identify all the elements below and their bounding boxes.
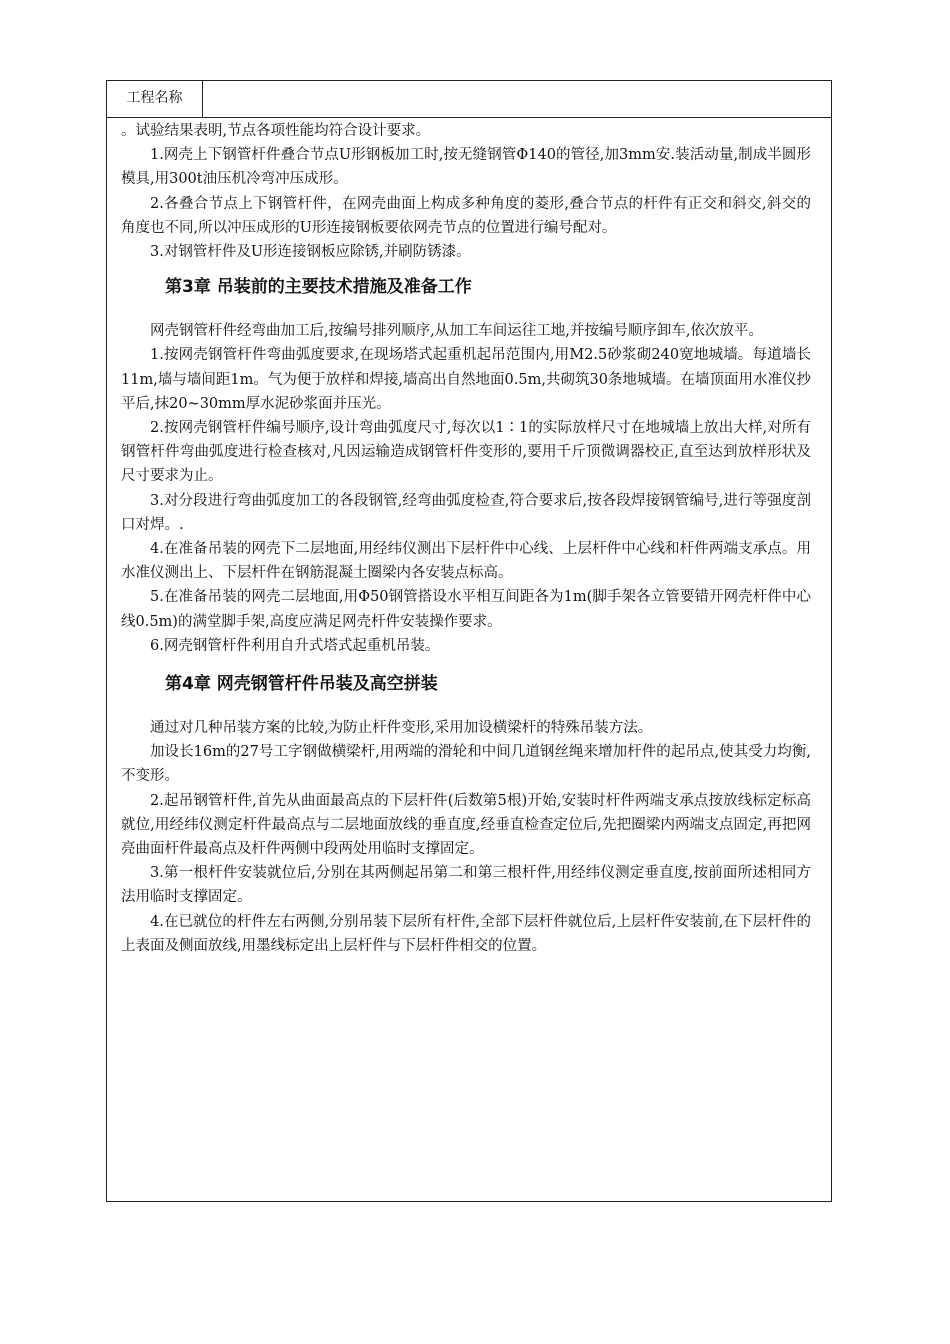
chapter-4-paragraph: 4.在已就位的杆件左右两侧,分别吊装下层所有杆件,全部下层杆件就位后,上层杆件安装前,在下层杆件的上表面及侧面放线,用墨线标定出上层杆件与下层杆件相交的位置。 bbox=[121, 913, 811, 954]
content-body bbox=[121, 119, 811, 958]
chapter-3-paragraph: 3.对分段进行弯曲弧度加工的各段钢管,经弯曲弧度检查,符合要求后,按各段焊接钢管编号,进行等强度剖口对焊。. bbox=[121, 492, 811, 533]
chapter-3-paragraph: 5.在准备吊装的网壳二层地面,用Φ50钢管搭设水平相互间距各为1m(脚手架各立管要错开网壳杆件中心线0.5m)的满堂脚手架,高度应满足网壳杆件安装操作要求。 bbox=[121, 589, 811, 630]
intro-paragraph: 3.对钢管杆件及U形连接钢板应除锈,并刷防锈漆。 bbox=[150, 244, 471, 261]
record-table bbox=[106, 80, 832, 1202]
chapter-4-paragraph: 加设长16m的27号工字钢做横梁杆,用两端的滑轮和中间几道钢丝绳来增加杆件的起吊点,使其受力均衡,不变形。 bbox=[121, 744, 811, 785]
chapter-4-paragraph: 3.第一根杆件安装就位后,分别在其两侧起吊第二和第三根杆件,用经纬仪测定垂直度,按前面所述相同方法用临时支撑固定。 bbox=[121, 865, 811, 906]
chapter-4-heading: 第4章 网壳钢管杆件吊装及高空拼装 bbox=[165, 674, 438, 695]
chapter-3-paragraph: 6.网壳钢管杆件利用自升式塔式起重机吊装。 bbox=[150, 637, 440, 654]
chapter-4-paragraph: 2.起吊钢管杆件,首先从曲面最高点的下层杆件(后数第5根)开始,安装时杆件两端支承点按放线标定标高就位,用经纬仪测定杆件最高点与二层地面放线的垂直度,经垂直检查定位后,先把圈梁内两端支点固定,再把网亮曲面杆件最高点及杆件两侧中段两处用临时支撑固定。 bbox=[121, 792, 811, 858]
chapter-3-paragraph: 2.按网壳钢管杆件编号顺序,设计弯曲弧度尺寸,每次以1∶1的实际放样尺寸在地城墙上放出大样,对所有钢管杆件弯曲弧度进行检查核对,凡因运输造成钢管杆件变形的,要用千斤顶微调器校正,直至达到放样形状及尺寸要求为止。 bbox=[121, 420, 811, 485]
chapter-3-heading: 第3章 吊装前的主要技术措施及准备工作 bbox=[165, 277, 472, 298]
intro-paragraph: 1.网壳上下钢管杆件叠合节点U形钢板加工时,按无缝钢管Φ140的管径,加3mm安.装活动量,制成半圆形模具,用300t油压机冷弯冲压成形。 bbox=[121, 147, 811, 188]
project-name-label: 工程名称 bbox=[107, 81, 203, 117]
header-row bbox=[107, 81, 831, 118]
intro-paragraph: 。试验结果表明,节点各项性能均符合设计要求。 bbox=[121, 123, 431, 139]
project-name-value bbox=[203, 81, 831, 117]
chapter-4-paragraph: 通过对几种吊装方案的比较,为防止杆件变形,采用加设横梁杆的特殊吊装方法。 bbox=[150, 720, 653, 737]
intro-paragraph: 2.各叠合节点上下钢管杆件，在网壳曲面上构成多种角度的菱形,叠合节点的杆件有正交和斜交,斜交的角度也不同,所以冲压成形的U形连接钢板要依网壳节点的位置进行编号配对。 bbox=[121, 195, 811, 236]
chapter-3-paragraph: 网壳钢管杆件经弯曲加工后,按编号排列顺序,从加工车间运往工地,并按编号顺序卸车,依次放平。 bbox=[150, 323, 763, 340]
chapter-3-paragraph: 1.按网壳钢管杆件弯曲弧度要求,在现场塔式起重机起吊范围内,用M2.5砂浆砌240宽地城墙。每道墙长11m,墙与墙间距1m。气为便于放样和焊接,墙高出自然地面0.5m,共砌筑30条地城墙。在墙顶面用水准仪抄平后,抹20~30mm厚水泥砂浆面并压光。 bbox=[121, 347, 811, 412]
chapter-3-paragraph: 4.在准备吊装的网壳下二层地面,用经纬仪测出下层杆件中心线、上层杆件中心线和杆件两端支承点。用水准仪测出上、下层杆件在钢筋混凝土圈梁内各安装点标高。 bbox=[121, 541, 811, 582]
